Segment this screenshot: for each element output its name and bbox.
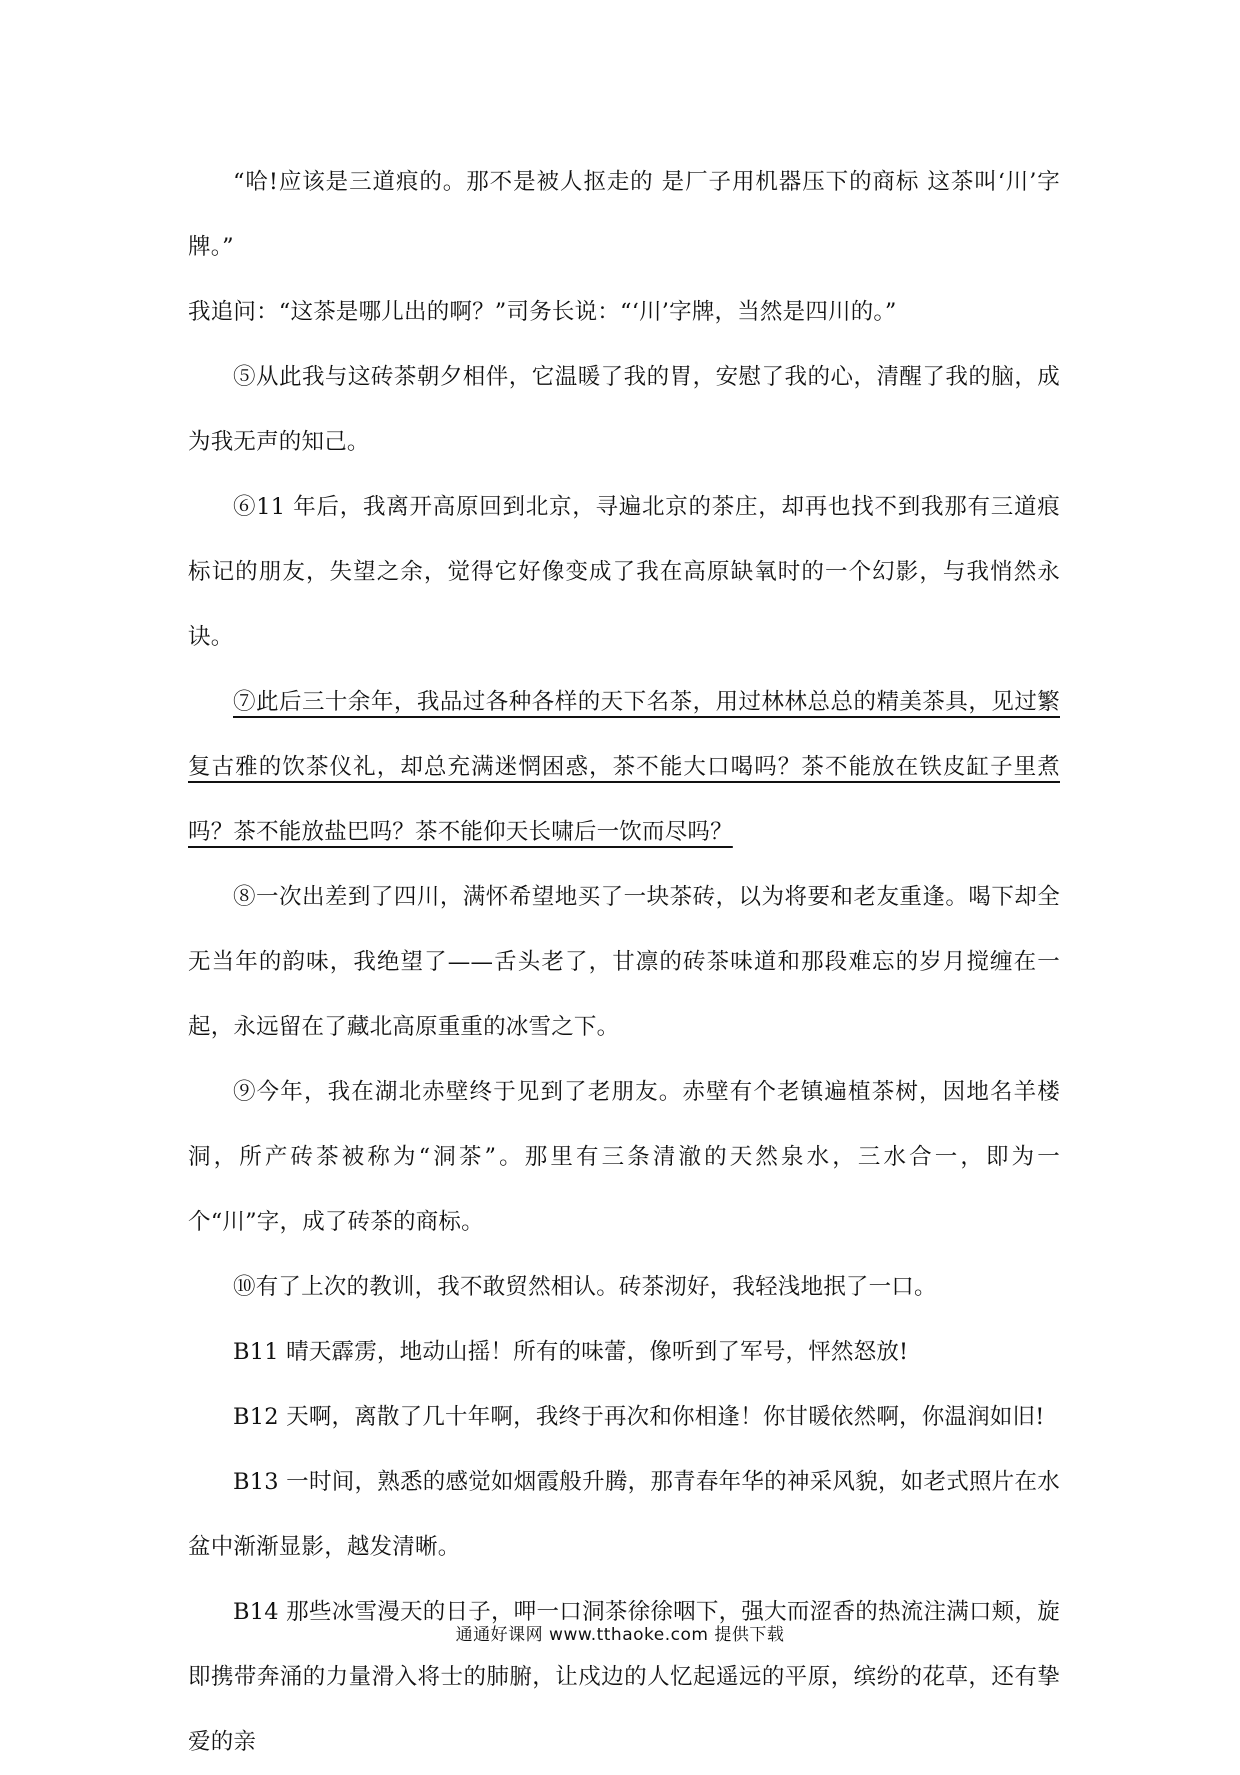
paragraph-12: B14 那些冰雪漫天的日子，呷一口洞茶徐徐咽下，强大而涩香的热流注满口颊，旋即携带奔涌的力量滑入将士的肺腑，让戍边的人忆起遥远的平原，缤纷的花草，还有挚爱的亲 (188, 1599, 1060, 1755)
paragraph-3: ⑤从此我与这砖茶朝夕相伴，它温暖了我的胃，安慰了我的心，清醒了我的脑，成为我无声的知己。 (188, 364, 1060, 455)
page-footer: 通通好课网 www.tthaoke.com 提供下载 (455, 1625, 785, 1645)
paragraph-10: B12 天啊，离散了几十年啊，我终于再次和你相逢！你甘暖依然啊，你温润如旧! (233, 1404, 1045, 1430)
paragraph-7: ⑨今年，我在湖北赤壁终于见到了老朋友。赤壁有个老镇遍植茶树，因地名羊楼洞，所产砖茶被称为“洞茶”。那里有三条清澈的天然泉水，三水合一，即为一个“川”字，成了砖茶的商标。 (188, 1079, 1060, 1235)
paragraph-2: 我追问：“这茶是哪儿出的啊？”司务长说：“‘川’字牌，当然是四川的。” (188, 299, 897, 325)
article-body (188, 150, 1060, 1775)
paragraph-1: “哈!应该是三道痕的。那不是被人抠走的 是厂子用机器压下的商标 这茶叫‘川’字牌。” (188, 169, 1060, 260)
paragraph-11: B13 一时间，熟悉的感觉如烟霞般升腾，那青春年华的神采风貌，如老式照片在水盆中渐渐显影，越发清晰。 (188, 1469, 1060, 1560)
paragraph-6: ⑧一次出差到了四川，满怀希望地买了一块茶砖，以为将要和老友重逢。喝下却全无当年的韵味，我绝望了——舌头老了，甘凛的砖茶味道和那段难忘的岁月搅缠在一起，永远留在了藏北高原重重的冰雪之下。 (188, 884, 1060, 1040)
paragraph-8: ⑩有了上次的教训，我不敢贸然相认。砖茶沏好，我轻浅地抿了一口。 (233, 1274, 937, 1300)
paragraph-9: B11 晴天霹雳，地动山摇！所有的味蕾，像听到了军号，怦然怒放! (233, 1339, 909, 1365)
paragraph-5-underlined: ⑦此后三十余年，我品过各种各样的天下名茶，用过林林总总的精美茶具，见过繁复古雅的饮茶仪礼，却总充满迷惘困惑，茶不能大口喝吗？茶不能放在铁皮缸子里煮吗？茶不能放盐巴吗？茶不能仰天长啸后一饮而尽吗？ (188, 689, 1060, 845)
paragraph-4: ⑥11 年后，我离开高原回到北京，寻遍北京的茶庄，却再也找不到我那有三道痕标记的朋友，失望之余，觉得它好像变成了我在高原缺氧时的一个幻影，与我悄然永诀。 (188, 494, 1060, 650)
